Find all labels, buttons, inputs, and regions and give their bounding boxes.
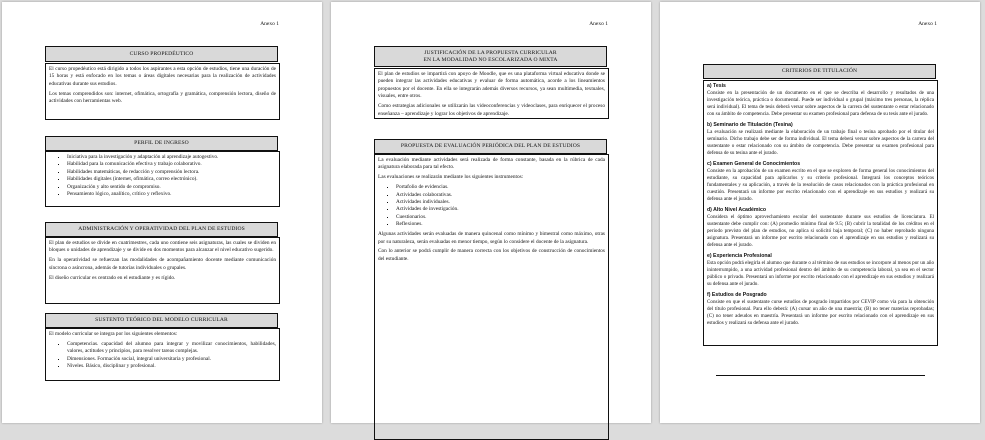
criterion-heading: a) Tesis xyxy=(707,83,726,89)
section-header-sustento-teorico: SUSTENTO TEÓRICO DEL MODELO CURRICULAR xyxy=(45,313,278,328)
section-header-evaluacion: PROPUESTA DE EVALUACIÓN PERIÓDICA DEL PLAN DE ESTUDIOS xyxy=(374,139,607,154)
criterion-heading: b) Seminario de Titulación (Tesina) xyxy=(707,122,793,128)
list-item: ▪ Habilidades digitales (internet, ofimática, correo electrónico). xyxy=(67,176,276,183)
signature-line xyxy=(716,375,925,376)
list-item: ▪ Dimensiones. Formación social, integral universitaria y profesional. xyxy=(67,356,276,363)
criterion-tesis xyxy=(707,83,934,118)
document-page-3 xyxy=(660,2,980,423)
paragraph: En la operatividad se refuerzan las modalidades de acompañamiento docente mediante comunicación síncrona o asíncrona, además de tutorías individuales o grupales. xyxy=(49,257,276,271)
paragraph: Las evaluaciones se realizarán mediante los siguientes instrumentos: xyxy=(378,174,524,181)
list-item: ▪ Actividades individuales. xyxy=(396,199,605,206)
section-header-criterios-titulacion: CRITERIOS DE TITULACIÓN xyxy=(703,64,936,79)
list-item: ▪ Actividades de investigación. xyxy=(396,206,605,213)
paragraph: El modelo curricular se integra por los siguientes elementos: xyxy=(49,331,178,337)
criterion-text: Consiste en que el sustentante curse estudios de posgrado impartidos por CEVIP como vía para la obtención del título profesional. Para ello deberá: (A) cursar un año de una maestría; (B) no tener materias reprobadas; (C) no tener adeudos en maestría. Presentará un informe por escrito relacionado con el aprendizaje en sus estudios y realizará su defensa ante el jurado. xyxy=(707,299,934,326)
criterion-alto-nivel xyxy=(707,207,934,249)
list-item: ▪ Actividades colaborativas. xyxy=(396,192,605,199)
document-page-2 xyxy=(331,2,651,423)
criterion-heading: c) Examen General de Conocimientos xyxy=(707,161,801,167)
criterion-text: Consiste en la aprobación de un examen escrito en el que se exploren de forma general los conocimientos del estudiante, su capacidad para aplicarlos y su criterio profesional. Integrará los conceptos teóricos fundamentales y su aplicación, a través de la resolución de casos relacionados con la práctica profesional en cuestión. Presentará un informe por escrito relacionado con el aprendizaje en sus estudios y realizará su defensa ante el jurado. xyxy=(707,168,934,202)
section-header-curso-propedeutico: CURSO PROPEDÉUTICO xyxy=(45,46,278,62)
header-line: JUSTIFICACIÓN DE LA PROPUESTA CURRICULAR xyxy=(424,49,557,56)
section-header-administracion: ADMINISTRACIÓN Y OPERATIVIDAD DEL PLAN DE ESTUDIOS xyxy=(45,222,278,237)
paragraph: Como estrategias adicionales se utilizarán las videoconferencias y videoclases, para enriquecer el proceso enseñanza – aprendizaje y lograr los objetivos de aprendizaje. xyxy=(378,103,605,117)
criterion-heading: d) Alto Nivel Académico xyxy=(707,207,766,213)
paragraph: La evaluación mediante actividades será realizada de forma constante, basada en la rúbrica de cada asignatura elaborada para tal efecto. xyxy=(378,157,605,171)
criterion-text: La evaluación se realizará mediante la elaboración de un trabajo final o tesina aprobado por el titular del seminario. Dicho trabajo debe ser de forma individual. El tema deberá versar sobre aspectos de la carrera del sustentante o estar relacionado con su ámbito de competencia. Debe presentar su examen profesional para defensa de su tesina ante el jurado. xyxy=(707,129,934,156)
paragraph: Algunas actividades serán evaluadas de manera quincenal como mínimo y bimestral como máximo, otras por su naturaleza, serán evaluadas en menor tiempo, según lo considere el docente de la asignatura. xyxy=(378,231,605,245)
criterion-text: Consiste en la presentación de un documento en el que se describa el desarrollo y resultados de una investigación teórica, práctica o documental. Puede ser individual o grupal (máximo tres personas, la réplica será individual). El tema de tesis deberá versar sobre aspectos de la carrera del sustentante o estar relacionado con su ámbito de competencia. Debe presentar su examen profesional para defensa de su tesis ante el jurado. xyxy=(707,90,934,117)
criterion-seminario xyxy=(707,122,934,157)
paragraph: El curso propedéutico está dirigido a todos los aspirantes a esta opción de estudios, tiene una duración de 15 horas y está enfocado en los temas o áreas digitales necesarias para la realización de actividades educativas durante sus estudios. xyxy=(49,66,276,87)
section-body-perfil-ingreso xyxy=(45,151,280,207)
document-page-1 xyxy=(2,2,322,423)
list-item: ▪ Pensamiento lógico, analítico, crítico y reflexivo. xyxy=(67,191,276,198)
section-body-justificacion xyxy=(374,68,609,119)
section-body-administracion xyxy=(45,237,280,304)
section-header-perfil-ingreso: PERFIL DE INGRESO xyxy=(45,136,278,151)
list-item: ▪ Portafolio de evidencias. xyxy=(396,184,605,191)
list-item: ▪ Iniciativa para la investigación y adaptación al aprendizaje autogestivo. xyxy=(67,154,276,161)
paragraph: El diseño curricular es centrado en el estudiante y es rígido. xyxy=(49,274,176,281)
paragraph: Con lo anterior se podrá cumplir de manera correcta con los objetivos de construcción de conocimientos del estudiante. xyxy=(378,248,605,262)
section-body-evaluacion xyxy=(374,154,609,440)
list-item: ▪ Organización y alto sentido de compromiso. xyxy=(67,184,276,191)
section-body-criterios-titulacion xyxy=(703,80,938,346)
criterion-examen xyxy=(707,161,934,203)
criterion-posgrado xyxy=(707,292,934,327)
list-item: ▪ Habilidades matemáticas, de redacción y comprensión lectora. xyxy=(67,169,276,176)
list-item: ▪ Cuestionarios. xyxy=(396,214,605,221)
header-line: EN LA MODALIDAD NO ESCOLARIZADA O MIXTA xyxy=(423,56,558,63)
criterion-experiencia xyxy=(707,253,934,288)
list-item: ▪ Niveles. Básico, disciplinar y profesional. xyxy=(67,363,276,370)
criterion-text: Considera el óptimo aprovechamiento escolar del sustentante durante sus estudios de licenciatura. El sustentante debe cumplir con: (A) promedio mínimo final de 9.5; (B) cubrir la totalidad de los créditos en el periodo previsto del plan de estudios, no aplica si solicitó baja temporal; (C) no haber reprobado ninguna asignatura. Presentará un informe por escrito relacionado con el aprendizaje en sus estudios y realizará su defensa ante el jurado. xyxy=(707,214,934,248)
annex-label: Anexo 1 xyxy=(589,21,608,27)
section-header-justificacion xyxy=(374,46,607,67)
criterion-text: Esta opción podrá elegirla el alumno que durante o al término de sus estudios se incorpore al menos por un año ininterrumpido, a una actividad profesional dentro del ámbito de su competencia laboral, ya sea en el sector público o privado. Presentará un informe por escrito relacionado con el aprendizaje en sus estudios y realizará su defensa ante el jurado. xyxy=(707,260,934,287)
list-item: ▪ Habilidad para la comunicación efectiva y trabajo colaborativo. xyxy=(67,161,276,168)
annex-label: Anexo 1 xyxy=(918,21,937,27)
list-item: ▪ Reflexiones. xyxy=(396,221,605,228)
paragraph: Los temas comprendidos son: internet, ofimática, ortografía y gramática, comprensión lectora, diseño de actividades con herramientas web. xyxy=(49,90,276,105)
paragraph: El plan de estudios se impartirá con apoyo de Moodle, que es una plataforma virtual educativa donde se pueden integrar las actividades educativas y evaluar de forma automática, acorde a los lineamientos propuestos por el docente. En ella se integrarán además diversos recursos, ya sean multimedia, textuales, visuales, entre otros. xyxy=(378,71,605,100)
annex-label: Anexo 1 xyxy=(260,21,279,27)
section-body-curso-propedeutico xyxy=(45,63,280,120)
paragraph: El plan de estudios se divide en cuatrimestres, cada uno contiene seis asignaturas, las cuales se dividen en bloques o unidades de aprendizaje y se divide en dos momentos para alcanzar el nivel educativo sugerido. xyxy=(49,240,276,254)
criterion-heading: f) Estudios de Posgrado xyxy=(707,292,767,298)
section-body-sustento-teorico xyxy=(45,328,280,381)
list-item: ▪ Competencias. capacidad del alumno para integrar y movilizar conocimientos, habilidades, valores, actitudes y principios, para resolver tareas complejas. xyxy=(67,341,276,356)
criterion-heading: e) Experiencia Profesional xyxy=(707,253,772,259)
